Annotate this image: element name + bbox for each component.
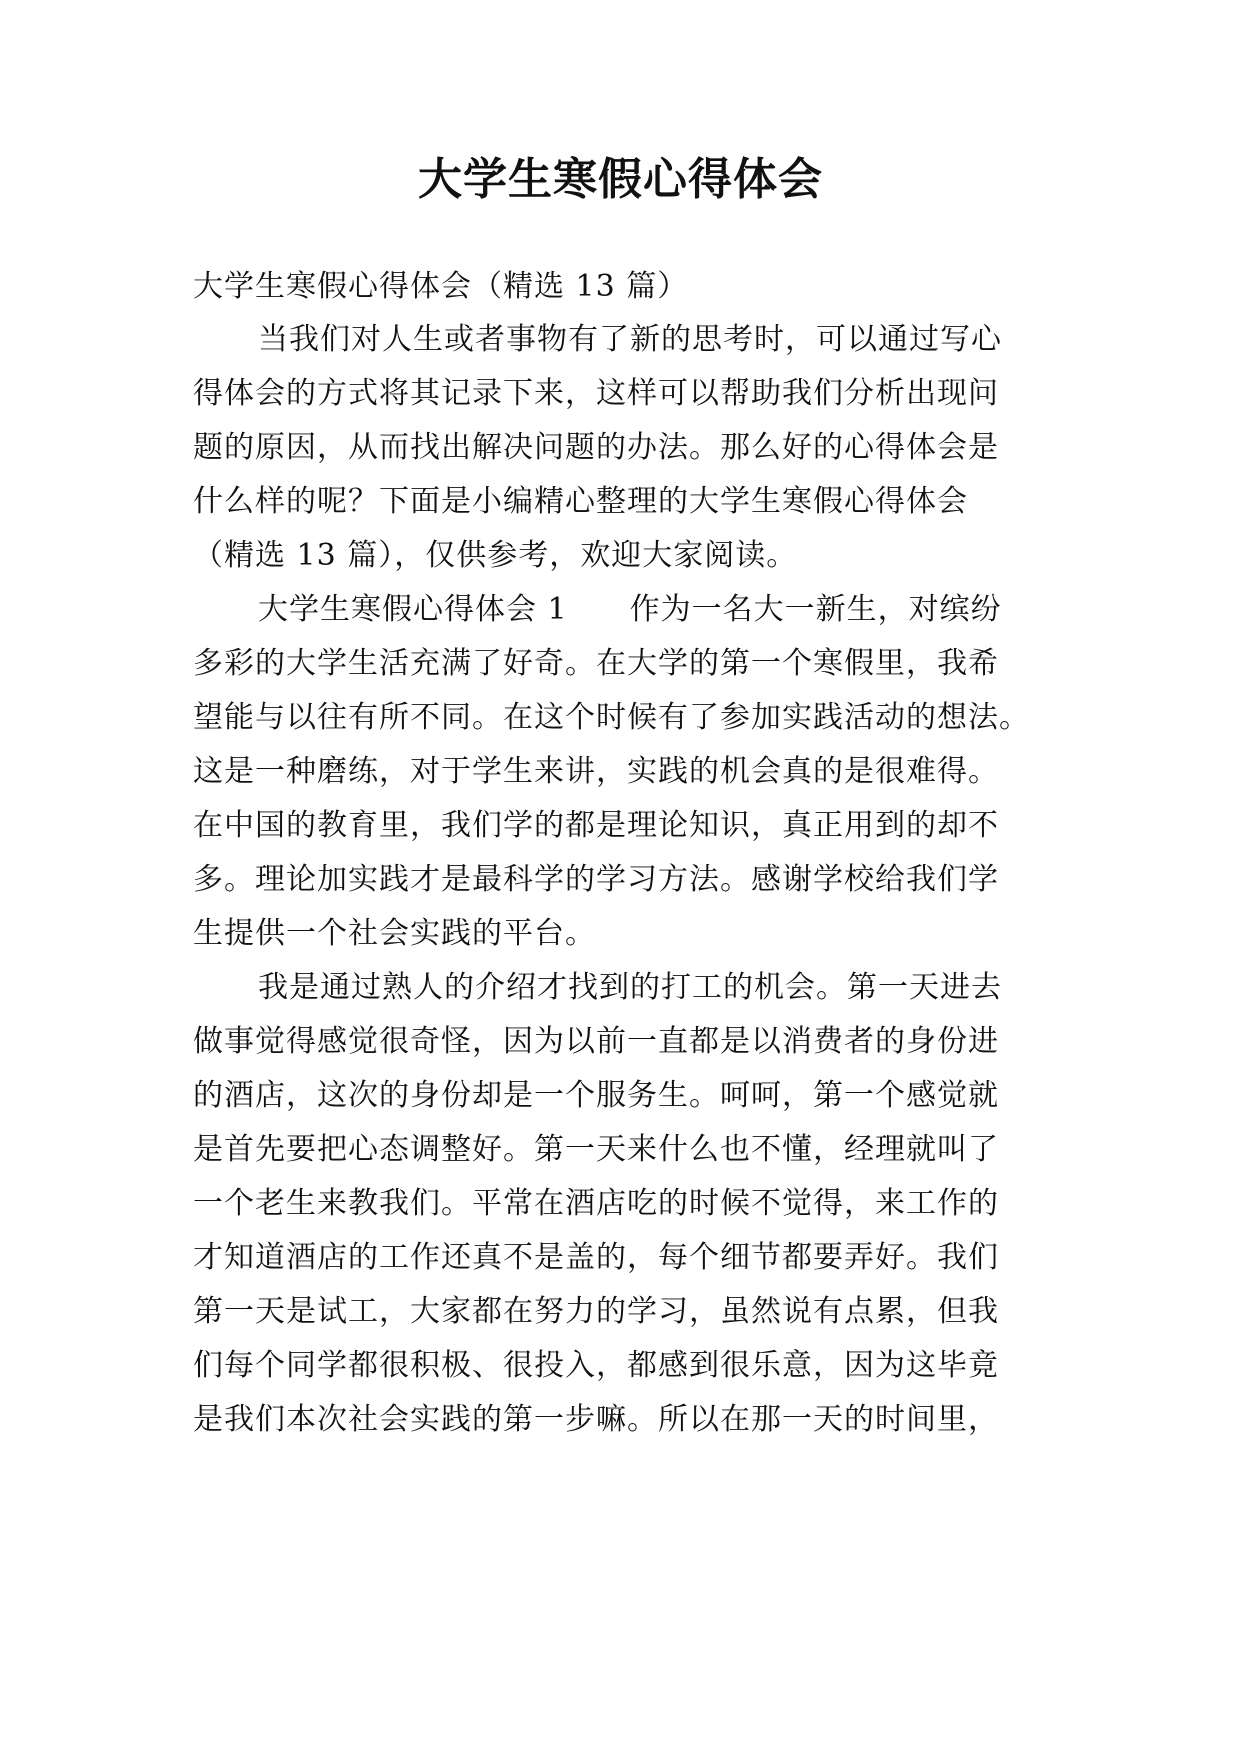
paragraph-line: 第一天是试工，大家都在努力的学习，虽然说有点累，但我 [193,1294,999,1329]
paragraph-line: 是我们本次社会实践的第一步嘛。所以在那一天的时间里， [193,1402,999,1437]
paragraph-line: 大学生寒假心得体会 1 作为一名大一新生，对缤纷 [258,592,1002,627]
paragraph-line: 得体会的方式将其记录下来，这样可以帮助我们分析出现问 [193,376,999,411]
paragraph-line: （精选 13 篇），仅供参考，欢迎大家阅读。 [193,538,798,573]
paragraph-line: 多。理论加实践才是最科学的学习方法。感谢学校给我们学 [193,862,999,897]
paragraph-line: 做事觉得感觉很奇怪，因为以前一直都是以消费者的身份进 [193,1024,999,1059]
paragraph-line: 当我们对人生或者事物有了新的思考时，可以通过写心 [258,322,1002,357]
paragraph-line: 在中国的教育里，我们学的都是理论知识，真正用到的却不 [193,808,999,843]
paragraph-line: 生提供一个社会实践的平台。 [193,916,596,951]
paragraph-line: 我是通过熟人的介绍才找到的打工的机会。第一天进去 [258,970,1002,1005]
paragraph-line: 的酒店，这次的身份却是一个服务生。呵呵，第一个感觉就 [193,1078,999,1113]
paragraph-line: 什么样的呢？下面是小编精心整理的大学生寒假心得体会 [193,484,968,519]
paragraph-line: 题的原因，从而找出解决问题的办法。那么好的心得体会是 [193,430,999,465]
document-subtitle: 大学生寒假心得体会（精选 13 篇） [193,269,689,304]
page-title: 大学生寒假心得体会 [418,154,823,205]
paragraph-line: 望能与以往有所不同。在这个时候有了参加实践活动的想法。 [193,700,1030,735]
paragraph-line: 们每个同学都很积极、很投入，都感到很乐意，因为这毕竟 [193,1348,999,1383]
paragraph-line: 是首先要把心态调整好。第一天来什么也不懂，经理就叫了 [193,1132,999,1167]
paragraph-line: 这是一种磨练，对于学生来讲，实践的机会真的是很难得。 [193,754,999,789]
paragraph-line: 一个老生来教我们。平常在酒店吃的时候不觉得，来工作的 [193,1186,999,1221]
paragraph-line: 多彩的大学生活充满了好奇。在大学的第一个寒假里，我希 [193,646,999,681]
paragraph-line: 才知道酒店的工作还真不是盖的，每个细节都要弄好。我们 [193,1240,999,1275]
